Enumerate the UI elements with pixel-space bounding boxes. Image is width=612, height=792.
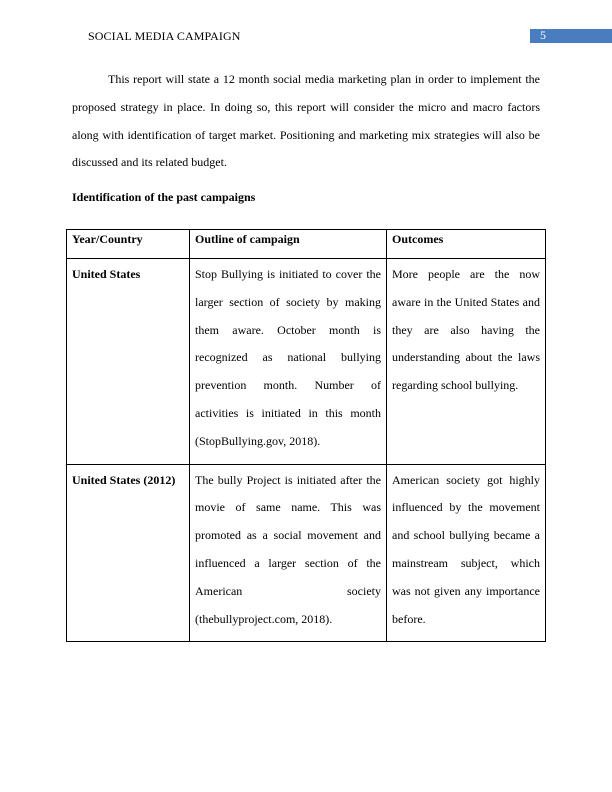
past-campaigns-table bbox=[66, 229, 546, 642]
page-number-bar bbox=[530, 29, 612, 43]
table-row bbox=[67, 464, 546, 642]
running-head: SOCIAL MEDIA CAMPAIGN bbox=[88, 29, 241, 43]
page-number: 5 bbox=[540, 28, 546, 42]
header-year-country: Year/Country bbox=[67, 230, 190, 259]
table-row bbox=[67, 259, 546, 465]
row-country: United States bbox=[67, 259, 190, 465]
row-outline: The bully Project is initiated after the movie of same name. This was promoted as a social movement and influenced a larger section of the American society (thebullyproject.com, 2018). bbox=[190, 464, 387, 642]
intro-paragraph: This report will state a 12 month social media marketing plan in order to implement the proposed strategy in place. In doing so, this report will consider the micro and macro factors along with identification of target market. Positioning and marketing mix strategies will also be discussed and its related budget. bbox=[72, 72, 540, 170]
row-outline: Stop Bullying is initiated to cover the larger section of society by making them aware. October month is recognized as national bullying prevention month. Number of activities is initiated in this month (StopBullying.gov, 2018). bbox=[190, 259, 387, 465]
header-outcomes: Outcomes bbox=[387, 230, 546, 259]
row-country: United States (2012) bbox=[67, 464, 190, 642]
row-outcome: More people are the now aware in the United States and they are also having the understanding about the laws regarding school bullying. bbox=[387, 259, 546, 465]
row-outcome: American society got highly influenced by the movement and school bullying became a mainstream subject, which was not given any importance before. bbox=[387, 464, 546, 642]
table-header-row bbox=[67, 230, 546, 259]
header-outline: Outline of campaign bbox=[190, 230, 387, 259]
section-heading: Identification of the past campaigns bbox=[72, 190, 256, 204]
